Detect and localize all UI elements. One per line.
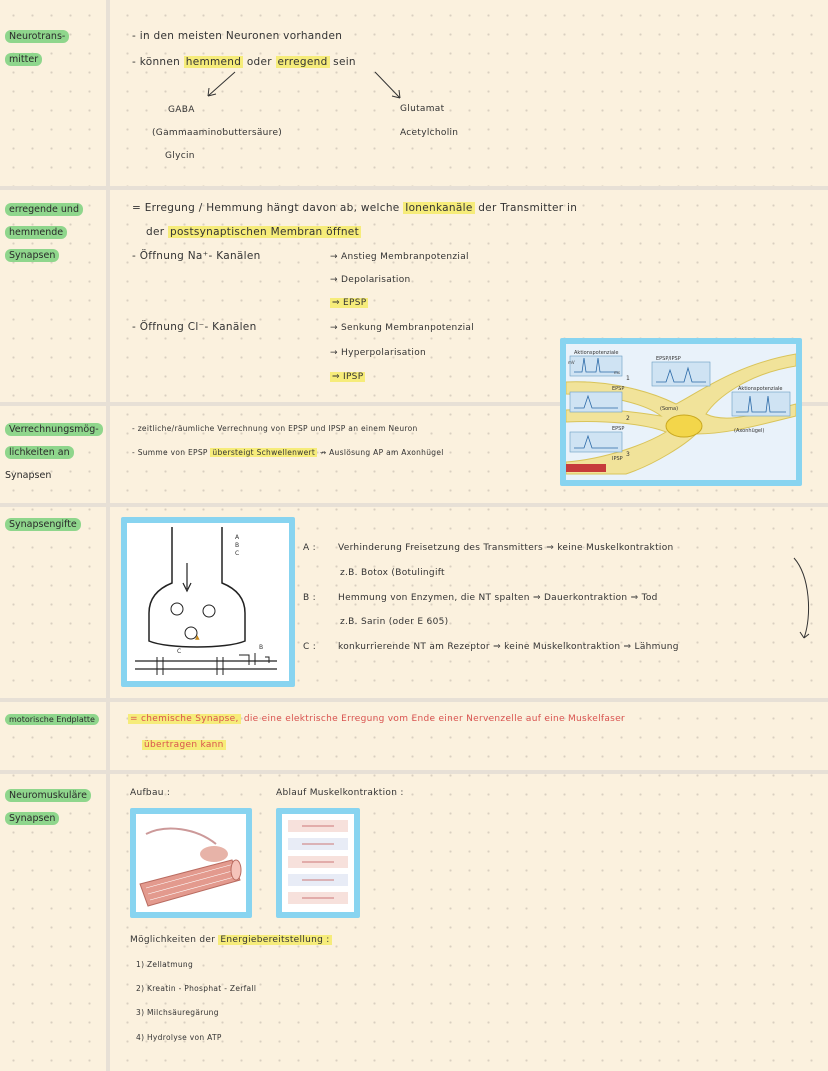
ver-line-2: - Summe von EPSP übersteigt Schwellenwert ↛ Auslösung AP am Axonhügel <box>132 448 444 457</box>
contraction-steps-figure <box>282 814 354 912</box>
gift-c-text: konkurrierende NT am Rezeptor ⇒ keine Muskelkontraktion ⇒ Lähmung <box>338 642 679 652</box>
synapse-poison-figure-frame <box>121 517 295 687</box>
gift-connector-arrow <box>790 556 820 642</box>
svg-text:B: B <box>235 542 240 549</box>
nt-line-1: - in den meisten Neuronen vorhanden <box>132 30 343 42</box>
endplatte-line-2: übertragen kann <box>144 740 224 750</box>
svg-text:Aktionspotenziale: Aktionspotenziale <box>574 350 619 356</box>
svg-text:2: 2 <box>626 415 630 422</box>
syn-cl-item-3: ⇒ IPSP <box>332 372 364 382</box>
synapse-poison-figure <box>127 523 289 681</box>
svg-text:(Axonhügel): (Axonhügel) <box>734 428 765 434</box>
neuron-summation-figure <box>566 344 796 480</box>
syn-na-line: - Öffnung Na⁺- Kanälen <box>132 250 261 262</box>
gift-a-text: Verhinderung Freisetzung des Transmitters ⇒ keine Muskelkontraktion <box>338 543 674 553</box>
aufbau-label: Aufbau : <box>130 788 171 798</box>
svg-text:C: C <box>235 550 240 557</box>
energy-heading: Möglichkeiten der Energiebereitstellung : <box>130 935 330 945</box>
endplatte-line-1: = chemische Synapse, die eine elektrische Erregung vom Ende einer Nervenzelle auf eine Muskelfaser <box>130 714 625 724</box>
nt-gaba: GABA <box>168 105 195 115</box>
nt-arrows <box>190 68 430 108</box>
svg-text:EPSP/IPSP: EPSP/IPSP <box>656 356 681 362</box>
gift-a-key: A : <box>303 543 316 553</box>
section-divider <box>0 698 828 702</box>
svg-text:EPSP: EPSP <box>612 386 625 392</box>
svg-text:Aktionspotenziale: Aktionspotenziale <box>738 386 783 392</box>
syn-na-item-2: → Depolarisation <box>330 275 411 285</box>
section-label-neurotransmitter: Neurotrans- mitter <box>5 25 69 71</box>
gift-c-key: C : <box>303 642 317 652</box>
syn-cl-item-1: → Senkung Membranpotenzial <box>330 323 475 333</box>
svg-text:▲: ▲ <box>195 634 200 641</box>
gift-b-text: Hemmung von Enzymen, die NT spalten ⇒ Dauerkontraktion ⇒ Tod <box>338 593 658 603</box>
syn-cl-item-2: → Hyperpolarisation <box>330 348 427 358</box>
section-divider <box>0 770 828 774</box>
contraction-steps-figure-frame <box>276 808 360 918</box>
ablauf-label: Ablauf Muskelkontraktion : <box>276 788 404 798</box>
neuron-figure-frame <box>560 338 802 486</box>
nt-acetylcholin: Acetylcholin <box>400 128 459 138</box>
section-label-verrechnung: Verrechnungsmög- lichkeiten an Synapsen <box>5 418 103 487</box>
svg-text:IPSP: IPSP <box>612 456 623 462</box>
section-label-endplatte: motorische Endplatte <box>5 708 99 731</box>
ver-line-1: - zeitliche/räumliche Verrechnung von EPSP und IPSP an einem Neuron <box>132 424 418 433</box>
section-label-neuromuskulaer: Neuromuskuläre Synapsen <box>5 784 91 830</box>
svg-text:C: C <box>177 648 182 655</box>
svg-text:1: 1 <box>626 375 630 382</box>
syn-cl-line: - Öffnung Cl⁻- Kanälen <box>132 321 257 333</box>
svg-text:(Soma): (Soma) <box>660 406 679 412</box>
svg-text:mV: mV <box>568 360 575 365</box>
muscle-structure-figure-frame <box>130 808 252 918</box>
energy-item-2: 2) Kreatin - Phosphat - Zerfall <box>136 984 257 993</box>
syn-line-1: = Erregung / Hemmung hängt davon ab, welche Ionenkanäle der Transmitter in <box>132 202 578 214</box>
energy-item-3: 3) Milchsäuregärung <box>136 1008 219 1017</box>
section-divider <box>0 503 828 507</box>
section-label-gifte: Synapsengifte <box>5 513 81 536</box>
nt-gaba-full: (Gammaaminobuttersäure) <box>152 128 283 138</box>
svg-text:3: 3 <box>626 451 630 458</box>
syn-line-2: der postsynaptischen Membran öffnet <box>146 226 359 238</box>
muscle-structure-figure <box>136 814 246 912</box>
section-label-synapsen: erregende und hemmende Synapsen <box>5 198 83 267</box>
section-divider <box>0 186 828 190</box>
energy-item-4: 4) Hydrolyse von ATP <box>136 1033 222 1042</box>
gift-b-example: z.B. Sarin (oder E 605) <box>340 617 449 627</box>
nt-glycin: Glycin <box>165 151 195 161</box>
svg-text:A: A <box>235 534 240 541</box>
svg-text:ms: ms <box>614 370 620 375</box>
svg-text:EPSP: EPSP <box>612 426 625 432</box>
gift-b-key: B : <box>303 593 316 603</box>
syn-na-item-1: → Anstieg Membranpotenzial <box>330 252 469 262</box>
nt-glutamat: Glutamat <box>400 104 445 114</box>
syn-na-item-3: ⇒ EPSP <box>332 298 367 308</box>
nt-line-2: - können hemmend oder erregend sein <box>132 56 356 68</box>
energy-item-1: 1) Zellatmung <box>136 960 194 969</box>
svg-text:B: B <box>259 644 264 651</box>
gift-a-example: z.B. Botox (Botulingift <box>340 568 445 578</box>
margin-line <box>106 0 110 1071</box>
